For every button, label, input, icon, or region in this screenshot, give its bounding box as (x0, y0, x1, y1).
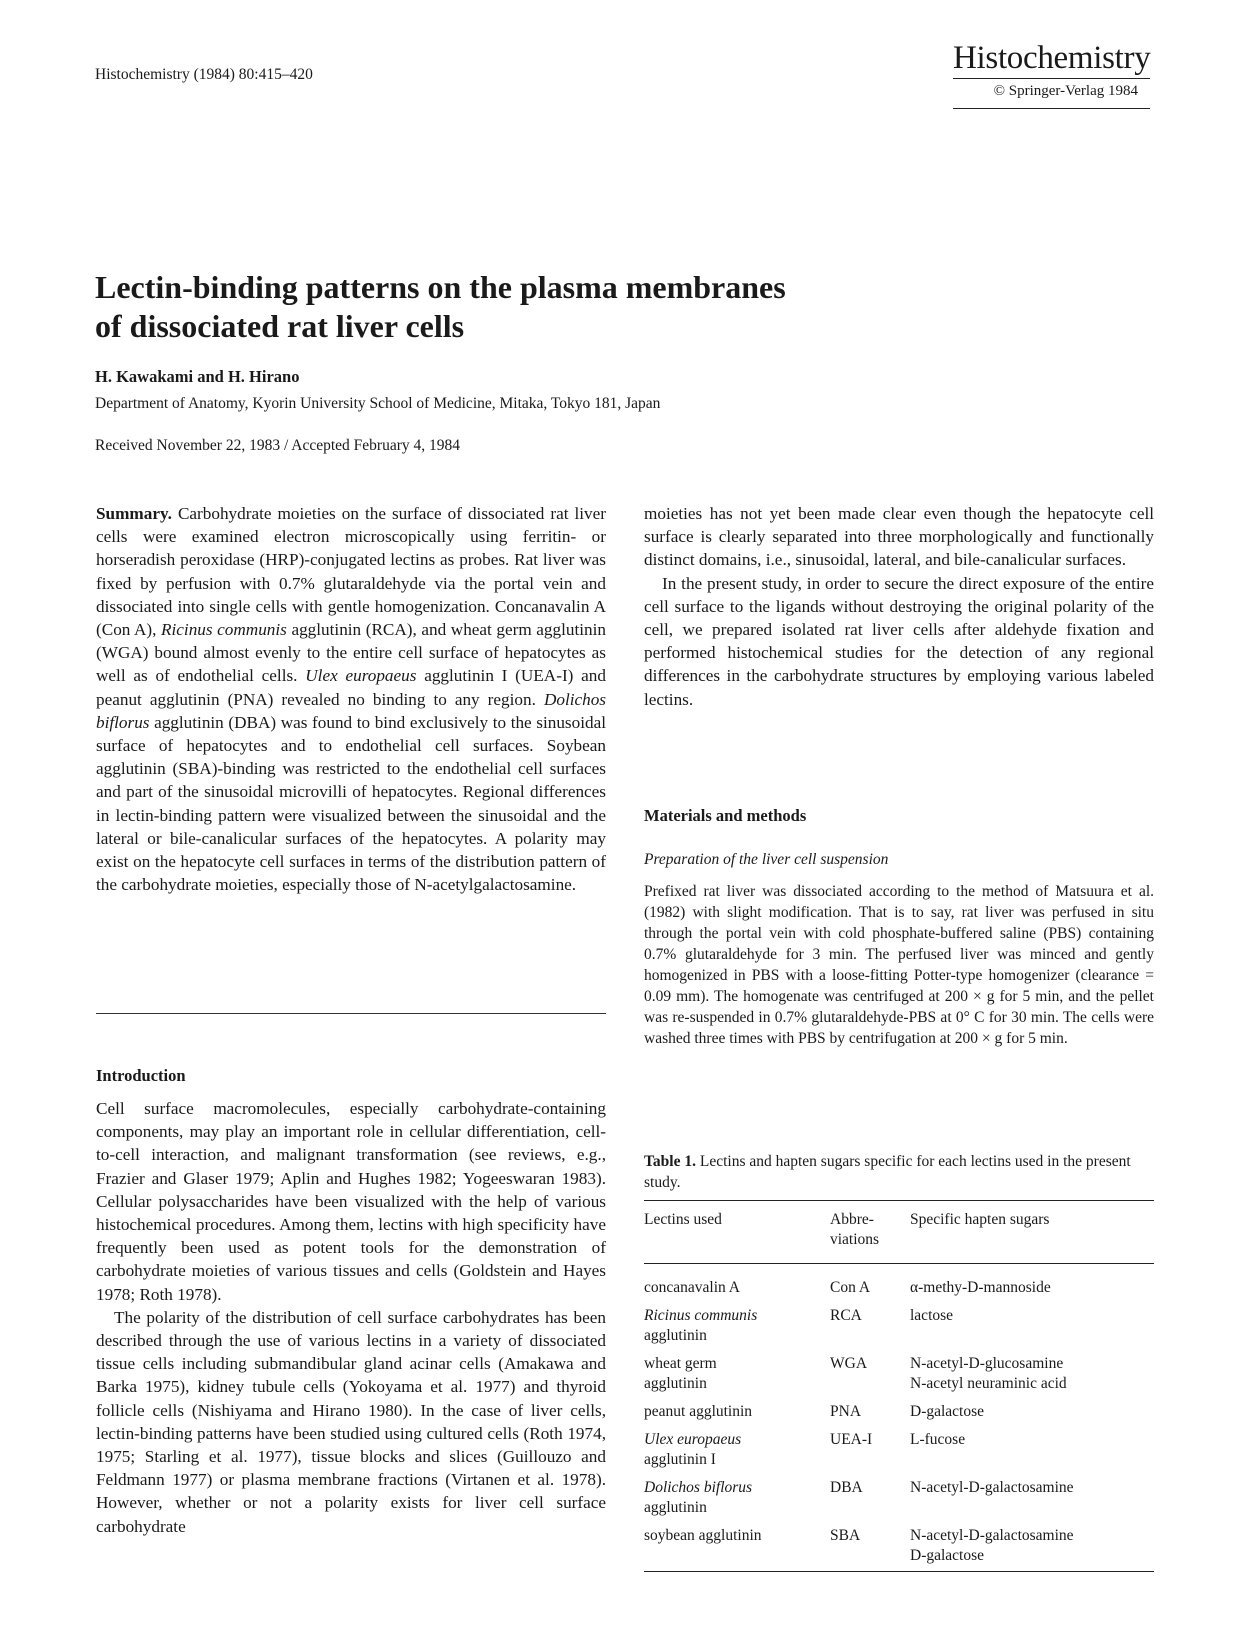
summary-ital-3: Dolichos biflorus (96, 689, 606, 732)
affiliation: Department of Anatomy, Kyorin University School of Medicine, Mitaka, Tokyo 181, Japan (95, 395, 661, 412)
introduction-body (96, 1097, 606, 1538)
authors: H. Kawakami and H. Hirano (95, 367, 300, 386)
summary-text-c: agglutinin I (UEA-I) and peanut agglutinin (PNA) revealed no binding to any region. (96, 666, 606, 709)
lectin-table (644, 1200, 1154, 1572)
masthead-rule-top (953, 78, 1150, 79)
summary-block (96, 502, 606, 896)
title-line-1: Lectin-binding patterns on the plasma membranes (95, 269, 786, 305)
summary-text-b: agglutinin (RCA), and wheat germ agglutinin (WGA) bound almost evenly to the entire cell surface of hepatocytes as well as of endothelial cells. (96, 620, 607, 686)
title-line-2: of dissociated rat liver cells (95, 308, 465, 344)
table-row (644, 1399, 1154, 1427)
cell-lectin-rest: agglutinin (644, 1499, 707, 1516)
table-row (644, 1264, 1154, 1304)
table-caption (644, 1151, 1154, 1193)
summary-text-d: agglutinin (DBA) was found to bind exclusively to the sinusoidal surface of hepatocytes and to endothelial cell surfaces. Soybean agglutinin (SBA)-binding was restricted to the endothelial cell surfaces and part of the sinusoidal microvilli of hepatocytes. Regional differences in lectin-binding pattern were visualized between the sinusoidal and the lateral or bile-canalicular surfaces of the hepatocytes. A polarity may exist on the hepatocyte cell surfaces in terms of the distribution pattern of the carbohydrate moieties, especially those of N-acetylgalactosamine. (96, 712, 606, 895)
cell-lectin (644, 1303, 830, 1351)
table-row (644, 1475, 1154, 1523)
summary-divider (96, 1013, 606, 1014)
cell-sugar: α-methy-D-mannoside (910, 1279, 1051, 1296)
cell-lectin-italic: Ricinus communis (644, 1307, 758, 1324)
table-header-row (644, 1201, 1154, 1264)
col-header-hapten-sugars: Specific hapten sugars (910, 1211, 1050, 1228)
introduction-heading: Introduction (96, 1066, 186, 1085)
cell-sugar: D-galactose (910, 1403, 985, 1420)
summary-text-a: Carbohydrate moieties on the surface of dissociated rat liver cells were examined electron microscopically using ferritin- or horseradish peroxidase (HRP)-conjugated lectins as probes. Rat liver was fixed by perfusion with 0.7% glutaraldehyde via the portal vein and dissociated into single cells with gentle homogenization. Concanavalin A (Con A), (96, 504, 606, 640)
cell-sugar: N-acetyl-D-glucosamine N-acetyl neuraminic acid (910, 1355, 1067, 1392)
journal-masthead (953, 40, 1150, 109)
intro-paragraph-2-cont: moieties has not yet been made clear even though the hepatocyte cell surface is clearly separated into three morphologically and functionally distinct domains, i.e., sinusoidal, lateral, and bile-canalicular surfaces. (644, 504, 1154, 570)
cell-lectin: soybean agglutinin (644, 1527, 762, 1544)
cell-lectin (644, 1475, 830, 1523)
cell-sugar: N-acetyl-D-galactosamine (910, 1479, 1074, 1496)
cell-sugar: L-fucose (910, 1431, 966, 1448)
cell-abbr: DBA (830, 1479, 863, 1496)
cell-abbr: UEA-I (830, 1431, 873, 1448)
cell-sugar: N-acetyl-D-galactosamine D-galactose (910, 1527, 1074, 1564)
summary-ital-2: Ulex europaeus (305, 666, 417, 686)
cell-abbr: Con A (830, 1279, 871, 1296)
cell-abbr: WGA (830, 1355, 868, 1372)
col-header-lectins: Lectins used (644, 1211, 722, 1228)
cell-lectin: wheat germ agglutinin (644, 1355, 717, 1392)
table-row (644, 1351, 1154, 1399)
cell-lectin: peanut agglutinin (644, 1403, 753, 1420)
summary-label: Summary. (96, 504, 172, 523)
cell-abbr: RCA (830, 1307, 862, 1324)
journal-copyright: © Springer-Verlag 1984 (993, 83, 1138, 99)
table-row (644, 1427, 1154, 1475)
col-header-abbreviations: Abbre- viations (830, 1211, 880, 1248)
cell-lectin-rest: agglutinin I (644, 1451, 716, 1468)
summary-ital-1: Ricinus communis (161, 620, 287, 640)
received-dates: Received November 22, 1983 / Accepted February 4, 1984 (95, 437, 461, 454)
journal-name: Histochemistry (953, 40, 1151, 76)
cell-abbr: PNA (830, 1403, 862, 1420)
cell-lectin-italic: Dolichos biflorus (644, 1479, 753, 1496)
cell-lectin-rest: agglutinin (644, 1327, 707, 1344)
methods-subheading: Preparation of the liver cell suspension (644, 851, 889, 868)
intro-paragraph-3: In the present study, in order to secure the direct exposure of the entire cell surface to the ligands without destroying the original polarity of the cell, we prepared isolated rat liver cells after aldehyde fixation and performed histochemical studies for the detection of any regional differences in the carbohydrate structures by employing various labeled lectins. (644, 573, 1154, 709)
article-title (95, 268, 1095, 346)
cell-lectin: concanavalin A (644, 1279, 740, 1296)
table-caption-text: Lectins and hapten sugars specific for each lectins used in the present study. (644, 1153, 1131, 1191)
intro-paragraph-2: The polarity of the distribution of cell surface carbohydrates has been described through the use of various lectins in a variety of dissociated tissue cells including submandibular gland acinar cells (Amakawa and Barka 1975), kidney tubule cells (Yokoyama et al. 1977) and thyroid follicle cells (Nishiyama and Hirano 1980). In the case of liver cells, lectin-binding patterns have been studied using cultured cells (Roth 1974, 1975; Starling et al. 1977), tissue blocks and slices (Guillouzo and Feldmann 1977) or plasma membrane fractions (Virtanen et al. 1978). However, whether or not a polarity exists for liver cell surface carbohydrate (96, 1307, 606, 1536)
intro-paragraph-1: Cell surface macromolecules, especially carbohydrate-containing components, may play an important role in cellular differentiation, cell-to-cell interaction, and malignant transformation (see reviews, e.g., Frazier and Glaser 1979; Aplin and Hughes 1982; Yogeeswaran 1983). Cellular polysaccharides have been visualized with the help of various histochemical procedures. Among them, lectins with high specificity have frequently been used as potent tools for the demonstration of carbohydrate moieties of various tissues and cells (Goldstein and Hayes 1978; Roth 1978). (96, 1099, 606, 1304)
introduction-continued (644, 502, 1154, 711)
table-row (644, 1523, 1154, 1572)
cell-abbr: SBA (830, 1527, 861, 1544)
running-head: Histochemistry (1984) 80:415–420 (95, 66, 313, 83)
cell-lectin (644, 1427, 830, 1475)
cell-sugar: lactose (910, 1307, 954, 1324)
table-label: Table 1. (644, 1153, 696, 1170)
table-row (644, 1303, 1154, 1351)
methods-heading: Materials and methods (644, 806, 807, 825)
summary-paragraph (96, 502, 606, 896)
methods-text: Prefixed rat liver was dissociated according to the method of Matsuura et al. (1982) with slight modification. That is to say, rat liver was perfused in situ through the portal vein with cold phosphate-buffered saline (PBS) containing 0.7% glutaraldehyde for 3 min. The perfused liver was minced and gently homogenized in PBS with a loose-fitting Potter-type homogenizer (clearance = 0.09 mm). The homogenate was centrifuged at 200 × g for 5 min, and the pellet was re-suspended in 0.7% glutaraldehyde-PBS at 0° C for 30 min. The cells were washed three times with PBS by centrifugation at 200 × g for 5 min. (644, 883, 1154, 1047)
masthead-rule-bottom (953, 108, 1150, 109)
cell-lectin-italic: Ulex europaeus (644, 1431, 742, 1448)
